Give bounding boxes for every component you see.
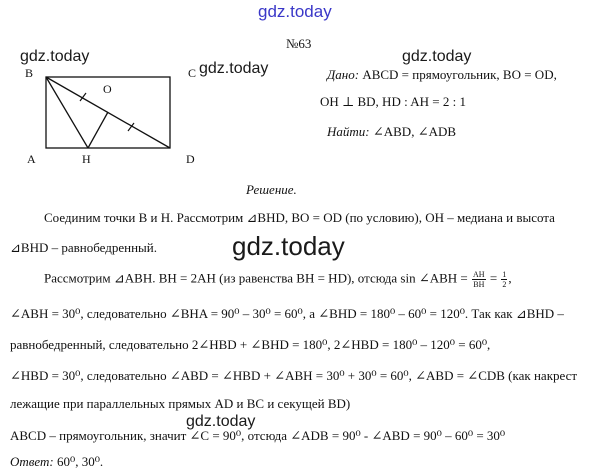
answer-line (10, 454, 103, 470)
label-b: B (25, 66, 34, 80)
solution-line-8: ABCD – прямоугольник, значит ∠C = 90⁰, отсюда ∠ADB = 90⁰ - ∠ABD = 90⁰ – 60⁰ = 30⁰ (10, 428, 506, 443)
solution-line-3 (44, 270, 512, 289)
answer-label: Ответ: (10, 454, 54, 469)
watermark-left: gdz.today (20, 48, 90, 65)
solution-line-4: ∠ABH = 30⁰, следовательно ∠BHA = 90⁰ – 30⁰ = 60⁰, а ∠BHD = 180⁰ – 60⁰ = 120⁰. Так как ⊿BHD – (10, 306, 564, 321)
fraction-ah-bh-numerator: AH (473, 270, 485, 279)
fraction-one-half-denominator: 2 (502, 280, 507, 289)
label-h: H (82, 152, 91, 166)
given-label: Дано: (327, 67, 360, 82)
fraction-one-half-numerator: 1 (502, 270, 507, 279)
watermark-right-c: gdz.today (199, 60, 269, 77)
solution-line-1: Соединим точки B и H. Рассмотрим ⊿BHD, BO = OD (по условию), OH – медиана и высота (44, 210, 555, 225)
solution-line-5: равнобедренный, следовательно 2∠HBD + ∠BHD = 180⁰, 2∠HBD = 180⁰ – 120⁰ = 60⁰, (10, 337, 491, 352)
watermark-bottom: gdz.today (186, 413, 256, 430)
label-c: C (188, 66, 197, 80)
watermark-middle: gdz.today (232, 231, 345, 261)
solution-line-3-end: , (508, 270, 512, 286)
answer-text: 60⁰, 30⁰. (57, 454, 104, 469)
label-o: O (103, 82, 112, 96)
find-line (327, 124, 456, 140)
segment-oh (88, 112, 108, 148)
watermark-given: gdz.today (402, 48, 472, 65)
solution-line-3-text: Рассмотрим ⊿ABH. BH = 2AH (из равенства BH = HD), отсюда sin ∠ABH = (44, 270, 468, 286)
fraction-ah-bh-denominator: BH (473, 280, 485, 289)
solution-line-3-equals: = (489, 270, 498, 286)
fraction-ah-bh (472, 270, 486, 289)
given-text-1: ABCD = прямоугольник, BO = OD, (362, 67, 557, 82)
find-label: Найти: (327, 124, 370, 139)
solution-line-6: ∠HBD = 30⁰, следовательно ∠ABD = ∠HBD + ∠ABH = 30⁰ + 30⁰ = 60⁰, ∠ABD = ∠CDB (как накрест (10, 368, 578, 383)
label-a: A (27, 152, 36, 166)
problem-number: №63 (286, 36, 312, 51)
solution-line-2: ⊿BHD – равнобедренный. (10, 240, 157, 255)
segment-bh (46, 77, 88, 148)
given-line-1 (327, 67, 557, 83)
solution-line-7: лежащие при параллельных прямых AD и BC и секущей BD) (10, 396, 351, 411)
given-line-2: OH ⊥ BD, HD : AH = 2 : 1 (320, 94, 466, 109)
solution-title: Решение. (246, 182, 297, 197)
watermark-top: gdz.today (258, 2, 332, 21)
find-text: ∠ABD, ∠ADB (372, 124, 457, 139)
fraction-one-half (501, 270, 507, 289)
label-d: D (186, 152, 195, 166)
